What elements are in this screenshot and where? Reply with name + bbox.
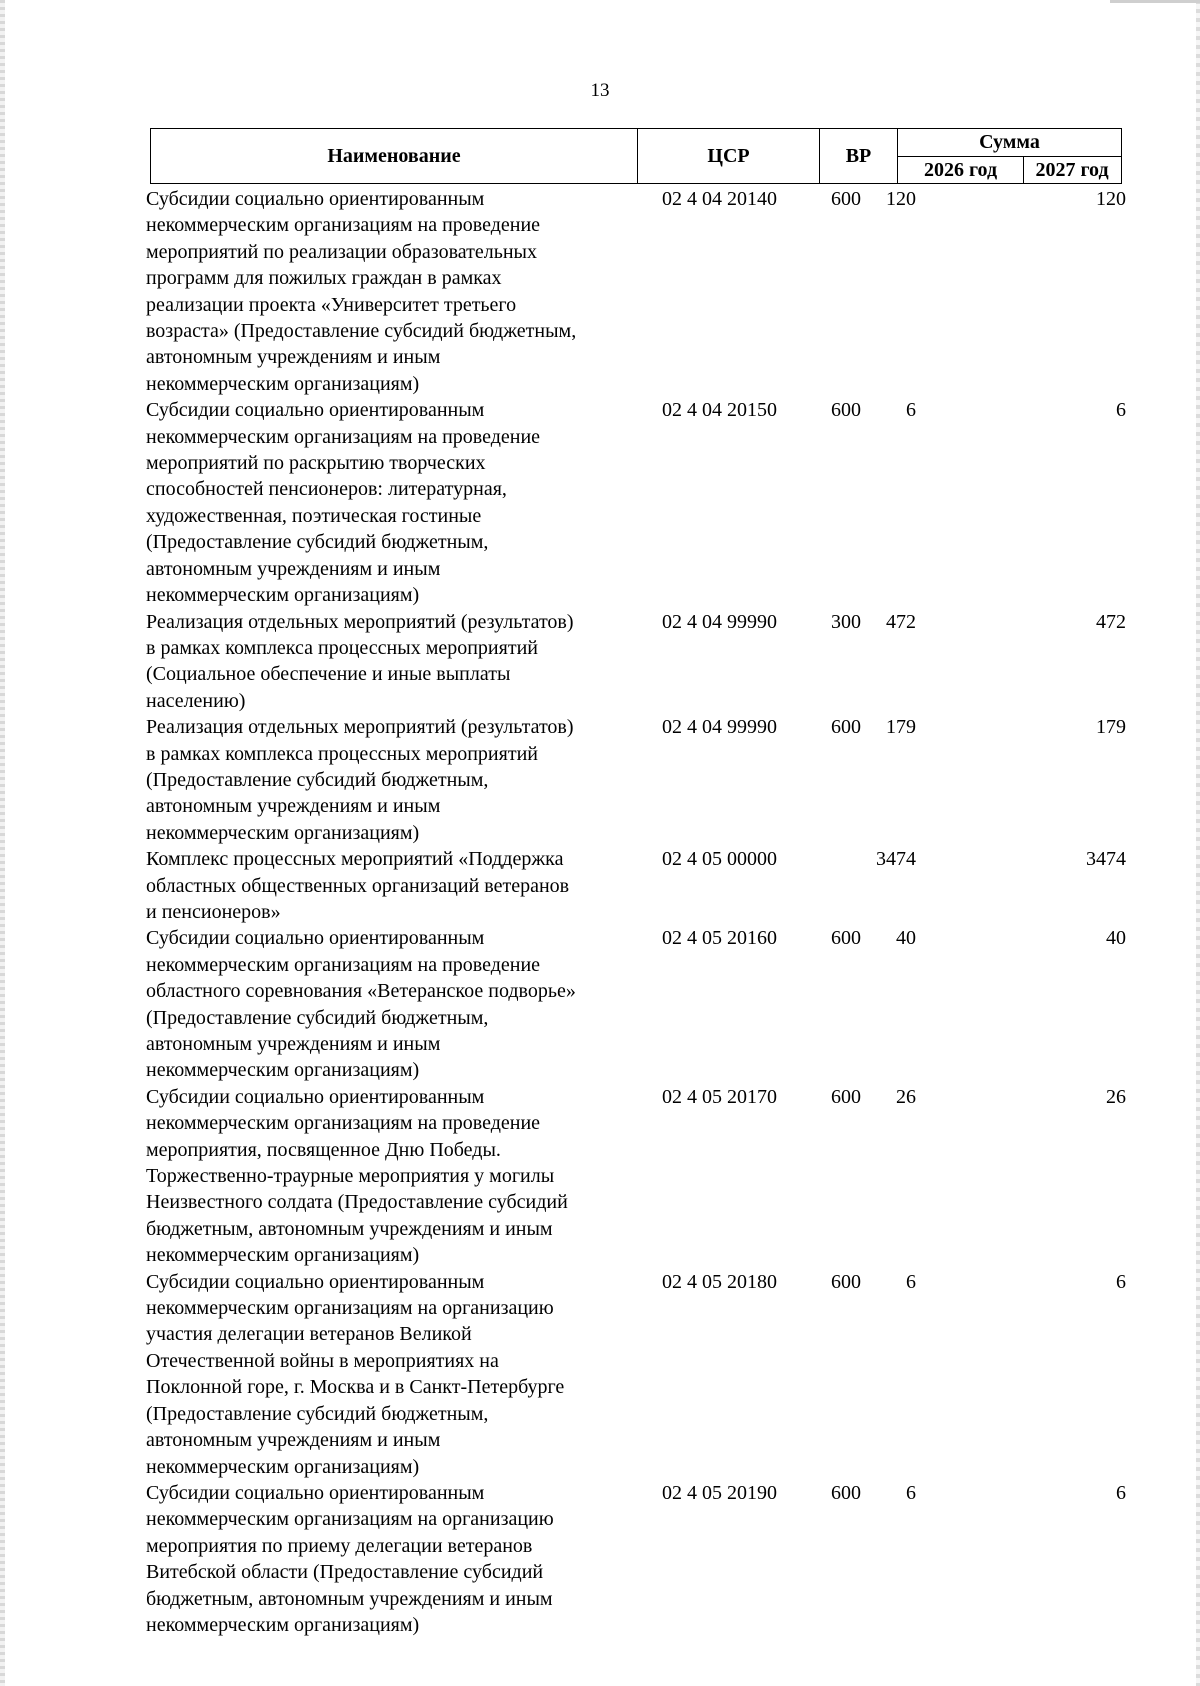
row-sum-2026: 26	[896, 1085, 916, 1108]
row-sum-2026: 6	[906, 399, 916, 422]
row-sum-2027: 6	[1116, 399, 1126, 422]
row-sum-2026: 6	[906, 1270, 916, 1293]
table-row	[146, 609, 1126, 715]
row-sum-2026: 179	[886, 716, 916, 739]
row-name-line: автономным учреждениям и иным	[146, 1033, 441, 1055]
row-name-line: Поклонной горе, г. Москва и в Санкт-Петербурге	[146, 1376, 565, 1399]
row-sum-2027: 6	[1116, 1270, 1126, 1293]
row-name	[146, 186, 636, 397]
row-name-line: и пенсионеров»	[146, 900, 281, 923]
row-name-line: Субсидии социально ориентированным	[146, 927, 485, 950]
row-name-line: мероприятия по приему делегации ветеранов	[146, 1534, 533, 1557]
row-name-line: (Предоставление субсидий бюджетным,	[146, 1006, 489, 1029]
row-name-line: некоммерческим организациям)	[146, 372, 420, 395]
row-name-line: в рамках комплекса процессных мероприятий	[146, 636, 538, 659]
table-row	[146, 1269, 1126, 1480]
row-name-line: областного соревнования «Ветеранское подворье»	[146, 980, 576, 1003]
row-sum-2026: 120	[886, 188, 916, 210]
header-year-2027: 2027 год	[1035, 158, 1109, 181]
row-name-line: (Предоставление субсидий бюджетным,	[146, 531, 489, 554]
row-sum-2027: 120	[1096, 188, 1126, 210]
row-csr: 02 4 04 99990	[662, 610, 777, 633]
row-name-line: Отечественной войны в мероприятиях на	[146, 1349, 499, 1372]
scan-edge-right	[1196, 0, 1200, 1686]
row-name	[146, 1269, 636, 1480]
row-name-line: областных общественных организаций ветеранов	[146, 874, 570, 897]
row-name	[146, 714, 636, 846]
row-name-line: бюджетным, автономным учреждениям и иным	[146, 1587, 553, 1610]
table-row	[146, 925, 1126, 1083]
row-name-line: некоммерческим организациям на организацию	[146, 1297, 554, 1320]
row-name-line: Субсидии социально ориентированным	[146, 1481, 485, 1504]
row-name-line: в рамках комплекса процессных мероприятий	[146, 742, 538, 765]
row-name-line: Субсидии социально ориентированным	[146, 399, 485, 422]
row-name-line: некоммерческим организациям на проведение	[146, 953, 541, 976]
row-name-line: автономным учреждениям и иным	[146, 557, 441, 580]
row-vr: 600	[831, 1481, 861, 1504]
row-name	[146, 1084, 636, 1269]
row-vr: 300	[831, 610, 861, 633]
row-name-line: Комплекс процессных мероприятий «Поддержка	[146, 848, 564, 871]
row-name-line: (Предоставление субсидий бюджетным,	[146, 1402, 489, 1425]
row-csr: 02 4 05 20160	[662, 927, 777, 950]
row-name-line: некоммерческим организациям на проведение	[146, 425, 541, 448]
scan-edge-left	[0, 0, 5, 1686]
table-row	[146, 714, 1126, 846]
row-name-line: некоммерческим организациям на проведение	[146, 214, 541, 237]
table-row	[146, 1480, 1126, 1638]
row-sum-2027: 472	[1096, 610, 1126, 633]
row-sum-2027: 3474	[1086, 848, 1126, 871]
row-name	[146, 846, 636, 925]
header-csr: ЦСР	[638, 129, 820, 183]
row-name-line: Субсидии социально ориентированным	[146, 1270, 485, 1293]
table-row	[146, 846, 1126, 925]
row-vr: 600	[831, 188, 861, 210]
row-vr: 600	[831, 1270, 861, 1293]
row-name	[146, 609, 636, 715]
row-name-line: программ для пожилых граждан в рамках	[146, 267, 502, 290]
row-sum-2027: 40	[1106, 927, 1126, 950]
row-name-line: возраста» (Предоставление субсидий бюджетным,	[146, 320, 577, 343]
row-csr: 02 4 04 20140	[662, 188, 777, 210]
row-sum-2026: 3474	[876, 848, 916, 871]
table-header	[150, 128, 1122, 184]
row-vr: 600	[831, 716, 861, 739]
row-name	[146, 397, 636, 608]
row-name-line: способностей пенсионеров: литературная,	[146, 478, 507, 501]
header-sum: Сумма	[898, 129, 1121, 157]
row-vr: 600	[831, 399, 861, 422]
row-name-line: некоммерческим организациям)	[146, 584, 420, 607]
row-vr: 600	[831, 927, 861, 950]
table-row	[146, 1084, 1126, 1269]
row-csr: 02 4 05 20180	[662, 1270, 777, 1293]
row-name	[146, 925, 636, 1083]
row-name-line: (Социальное обеспечение и иные выплаты	[146, 663, 511, 686]
row-name-line: мероприятия, посвященное Дню Победы.	[146, 1138, 501, 1161]
table-body	[146, 186, 1126, 1638]
row-sum-2026: 472	[886, 610, 916, 633]
row-name-line: художественная, поэтическая гостиные	[146, 504, 482, 527]
row-name-line: Реализация отдельных мероприятий (результатов)	[146, 610, 574, 633]
row-name-line: некоммерческим организациям)	[146, 1244, 420, 1267]
row-name-line: реализации проекта «Университет третьего	[146, 293, 517, 316]
row-name-line: Торжественно-траурные мероприятия у могилы	[146, 1165, 555, 1188]
row-csr: 02 4 05 20190	[662, 1481, 777, 1504]
row-csr: 02 4 05 20170	[662, 1085, 777, 1108]
header-name: Наименование	[151, 129, 638, 183]
table-row	[146, 397, 1126, 608]
row-name	[146, 1480, 636, 1638]
row-name-line: Субсидии социально ориентированным	[146, 188, 485, 210]
row-name-line: некоммерческим организациям)	[146, 1455, 420, 1478]
row-csr: 02 4 05 00000	[662, 848, 777, 871]
row-name-line: мероприятий по раскрытию творческих	[146, 452, 486, 475]
header-vr: ВР	[820, 129, 898, 183]
row-name-line: автономным учреждениям и иным	[146, 795, 441, 818]
row-csr: 02 4 04 20150	[662, 399, 777, 422]
row-sum-2026: 40	[896, 927, 916, 950]
row-sum-2027: 6	[1116, 1481, 1126, 1504]
row-name-line: Реализация отдельных мероприятий (результатов)	[146, 716, 574, 739]
row-sum-2027: 179	[1096, 716, 1126, 739]
row-name-line: некоммерческим организациям)	[146, 1059, 420, 1082]
row-name-line: автономным учреждениям и иным	[146, 1429, 441, 1452]
row-name-line: (Предоставление субсидий бюджетным,	[146, 768, 489, 791]
row-name-line: некоммерческим организациям на проведение	[146, 1112, 541, 1135]
row-name-line: Витебской области (Предоставление субсидий	[146, 1561, 544, 1584]
row-name-line: Неизвестного солдата (Предоставление субсидий	[146, 1191, 568, 1214]
row-name-line: мероприятий по реализации образовательных	[146, 240, 537, 263]
row-name-line: участия делегации ветеранов Великой	[146, 1323, 472, 1346]
row-name-line: населению)	[146, 689, 246, 712]
row-sum-2027: 26	[1106, 1085, 1126, 1108]
row-sum-2026: 6	[906, 1481, 916, 1504]
row-name-line: Субсидии социально ориентированным	[146, 1085, 485, 1108]
row-name-line: бюджетным, автономным учреждениям и иным	[146, 1217, 553, 1240]
table-row	[146, 186, 1126, 397]
row-name-line: автономным учреждениям и иным	[146, 346, 441, 369]
header-year-2026: 2026 год	[898, 157, 1024, 183]
row-name-line: некоммерческим организациям)	[146, 1613, 420, 1636]
page-number: 13	[590, 80, 610, 101]
row-vr: 600	[831, 1085, 861, 1108]
row-name-line: некоммерческим организациям на организацию	[146, 1508, 554, 1531]
row-name-line: некоммерческим организациям)	[146, 821, 420, 844]
header-sum-group	[898, 129, 1121, 183]
scan-edge-top	[1110, 0, 1200, 3]
row-csr: 02 4 04 99990	[662, 716, 777, 739]
